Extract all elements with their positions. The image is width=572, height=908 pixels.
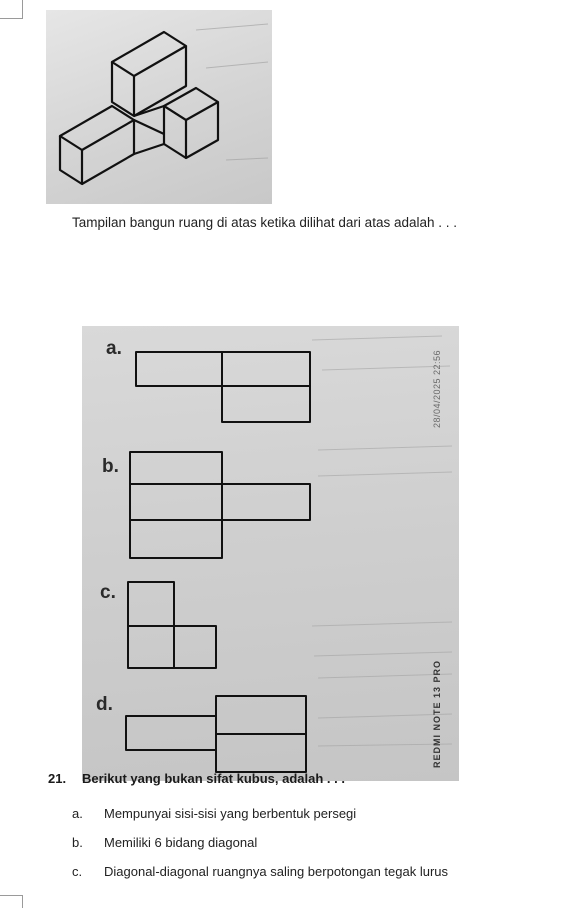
question-21 <box>48 771 345 786</box>
question-number: 21. <box>48 771 67 786</box>
options-photo <box>82 326 459 781</box>
options-drawing <box>82 326 459 781</box>
cube-top-face <box>112 32 186 76</box>
option-d-label: d. <box>96 694 113 715</box>
center-edge-2 <box>134 120 164 134</box>
option-b-label: b. <box>102 456 119 477</box>
arm-left-front-face <box>82 120 134 184</box>
page-corner-mark-top <box>0 0 23 19</box>
choice-letter: b. <box>72 835 83 850</box>
option-a-label: a. <box>106 338 122 359</box>
option-c-figure <box>128 582 216 668</box>
photo-datetime-watermark: 28/04/2025 22:56 <box>432 349 442 428</box>
choice-text: Diagonal-diagonal ruangnya saling berpotongan tegak lurus <box>104 864 449 879</box>
choice-letter: c. <box>72 864 83 879</box>
arm-left-top-face <box>60 106 134 150</box>
center-edge-3 <box>134 144 164 154</box>
center-edge-4 <box>164 106 186 120</box>
solid-figure-photo <box>46 10 272 204</box>
arm-right-bottom-edge <box>164 144 186 158</box>
choice-letter: a. <box>72 806 83 821</box>
question-21-text: Berikut yang bukan sifat kubus, adalah . . . <box>82 771 345 786</box>
choice-text: Memiliki 6 bidang diagonal <box>104 835 258 850</box>
option-b-figure <box>130 452 310 558</box>
page-corner-mark-bottom <box>0 895 23 908</box>
choice-text: Mempunyai sisi-sisi yang berbentuk persegi <box>104 806 357 821</box>
question-prompt: Tampilan bangun ruang di atas ketika dilihat dari atas adalah . . . <box>72 215 457 230</box>
photo-device-watermark: REDMI NOTE 13 PRO <box>432 659 442 768</box>
isometric-cube-solid <box>46 10 272 204</box>
option-d-figure <box>126 696 306 772</box>
option-a-figure <box>136 352 310 422</box>
option-c-label: c. <box>100 582 116 603</box>
cube-right-edge <box>134 46 186 116</box>
